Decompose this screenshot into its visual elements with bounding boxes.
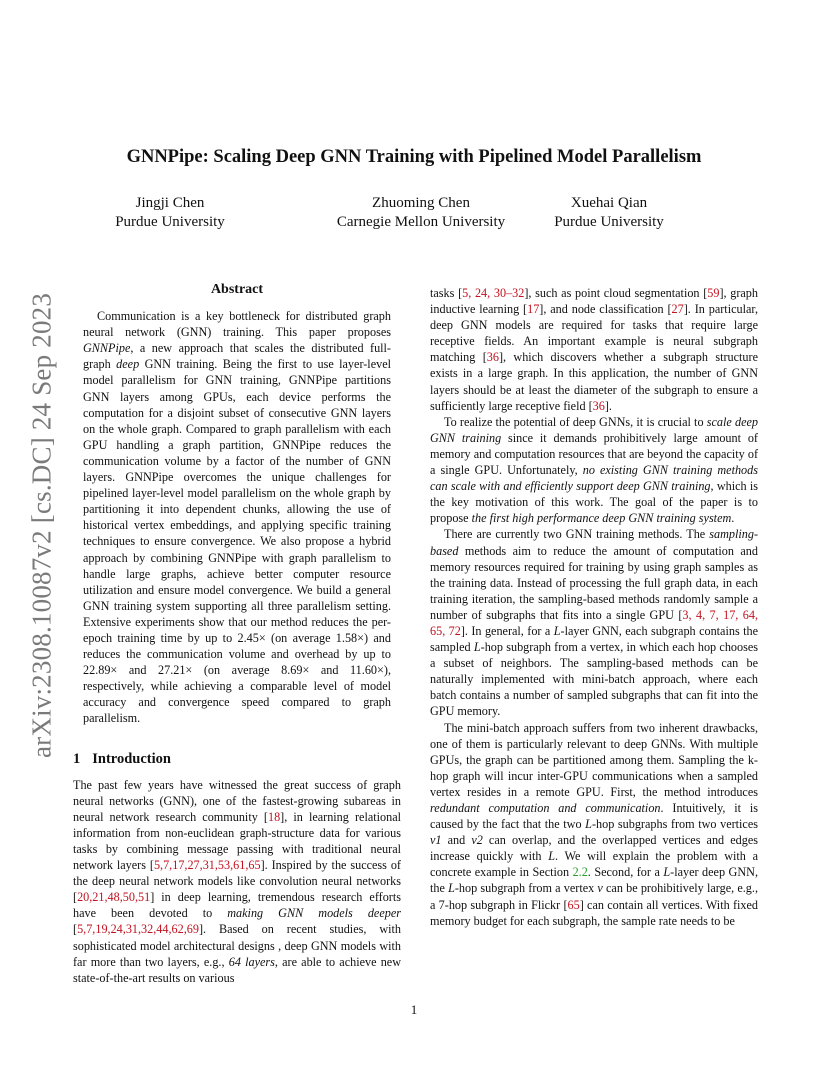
emphasis-text: L	[548, 849, 555, 864]
author-2	[316, 194, 526, 232]
citation-link[interactable]: 5,7,19,24,31,32,44,62,69	[77, 922, 199, 937]
author-affiliation: Purdue University	[115, 214, 225, 230]
text-run: -hop subgraphs from two vertices	[591, 817, 758, 832]
emphasis-text: 64 layers	[228, 954, 275, 969]
abstract-heading: Abstract	[210, 282, 264, 297]
citation-link[interactable]: 5,7,17,27,31,53,61,65	[153, 858, 261, 873]
text-run: ], such as point cloud segmentation [	[524, 286, 708, 300]
text-run: ], graph inductive learning [	[430, 286, 758, 317]
emphasis-text: scale deep GNN training	[430, 414, 758, 445]
text-run: , which is the key motivation of this work. The goal of the paper is to propose	[430, 479, 758, 526]
section-title: Introduction	[92, 750, 171, 767]
section-heading-introduction	[73, 751, 401, 767]
emphasis-text: redundant computation and communication	[430, 801, 661, 815]
emphasis-text: L	[553, 623, 561, 638]
section-number: 1	[73, 750, 81, 767]
text-run: ], and node classification [	[539, 302, 672, 317]
left-column	[73, 282, 401, 986]
text-run: ]. In particular, deep GNN models are required for tasks that require large receptive fields. An important example is neural subgraph matching [	[430, 302, 758, 365]
text-run: ] can contain all vertices. With fixed memory budget for each subgraph, the sample rate needs to be	[430, 897, 758, 928]
text-run: , are able to achieve new state-of-the-art results on various	[73, 954, 401, 985]
text-run: ] in deep learning, tremendous research efforts have been devoted to	[73, 890, 401, 921]
emphasis-text: L	[448, 881, 455, 896]
text-run: ], in learning relational information from non-euclidean graph-structure data for various tasks by combining message passing with traditional neural network layers [	[73, 809, 401, 873]
body-paragraph	[430, 526, 758, 719]
text-run: -layer GNN, each subgraph contains the sampled	[430, 623, 758, 655]
text-run: [	[73, 922, 78, 937]
text-run: .	[731, 511, 735, 526]
citation-link[interactable]: 27	[671, 302, 684, 317]
paper-title: GNNPipe: Scaling Deep GNN Training with Pipelined Model Parallelism	[126, 147, 702, 167]
emphasis-text: no existing GNN training methods can scale with and efficiently support deep GNN training	[430, 463, 758, 494]
citation-link[interactable]: 18	[267, 809, 281, 824]
author-affiliation: Purdue University	[554, 214, 664, 230]
body-paragraph	[430, 720, 758, 929]
author-name: Jingji Chen	[135, 195, 205, 211]
text-run: ], which discovers whether a subgraph structure exists in a large graph. In this application, the number of GNN layers should be at least the diameter of the subgraph to ensure a sufficiently large receptive field [	[430, 350, 758, 413]
text-run: , a new approach that scales the distributed full-graph	[83, 341, 391, 372]
citation-link[interactable]: 36	[592, 398, 605, 413]
abstract-text	[73, 308, 401, 726]
text-run: There are currently two GNN training methods. The	[444, 527, 710, 542]
text-run: since it demands prohibitively large amount of memory and computation resources that are beyond the capacity of a single GPU. Unfortunately,	[430, 430, 758, 478]
emphasis-text: deep	[116, 357, 140, 372]
body-paragraph	[430, 414, 758, 527]
emphasis-text: L	[473, 640, 481, 655]
arxiv-identifier: arXiv:2308.10087v2 [cs.DC] 24 Sep 2023	[26, 292, 57, 758]
citation-link[interactable]: 59	[707, 286, 720, 300]
section-link[interactable]: 2.2	[572, 865, 588, 880]
text-run: -hop subgraph from a vertex, in which each hop chooses a subset of neighbors. The sampling-based methods can be naturally implemented with mini-batch approach, where each batch contains a number of sampled subgraphs that can fit into the GPU memory.	[430, 640, 758, 719]
emphasis-text: v2	[471, 833, 483, 848]
text-run: ]. Inspired by the success of the deep neural network models like convolution neural networks [	[73, 858, 401, 905]
emphasis-text: v	[597, 881, 603, 896]
text-run: ]. In general, for a	[460, 623, 554, 638]
citation-link[interactable]: 36	[486, 350, 499, 365]
citation-link[interactable]: 65	[567, 897, 580, 912]
author-1	[90, 194, 250, 232]
text-run: methods aim to reduce the amount of computation and memory resources required for training by using graph samples as the training data. Instead of processing the full graph data, in each training iteration, the sampling-based methods randomly sample a number of subgraphs that fits into a single GPU [	[430, 543, 758, 622]
text-run: To realize the potential of deep GNNs, it is crucial to	[444, 414, 707, 429]
text-run: -layer deep GNN, the	[430, 865, 758, 896]
emphasis-text: L	[663, 865, 671, 880]
right-column	[430, 285, 758, 929]
author-3	[537, 194, 681, 232]
text-run: . Intuitively, it is caused by the fact that the two	[430, 801, 758, 832]
text-run: and	[441, 833, 472, 848]
text-run: The mini-batch approach suffers from two inherent drawbacks, one of them is particularly relevant to deep GNNs. With multiple GPUs, the graph can be partitioned among them. Sampling the k-hop graph will incur inter-GPU communications when a sampled vertex resides in a remote GPU. First, the method introduces	[430, 720, 758, 799]
emphasis-text: sampling-based	[430, 527, 758, 558]
emphasis-text: v1	[430, 833, 442, 848]
text-run: ].	[604, 398, 612, 413]
citation-link[interactable]: 5, 24, 30–32	[462, 286, 525, 300]
text-run: GNN training. Being the first to use layer-level model parallelism for GNN training, GNNPipe partitions GNN layers among GPUs, each device performs the computation for a disjoint subset of consecutive GNN layers on the whole graph. Compared to graph parallelism with each GPU handling a graph partition, GNNPipe reduces the communication volume by a factor of the number of GNN layers. GNNPipe overcomes the unique challenges for pipelined layer-level model parallelism on the whole graph by partitioning it into dependent chunks, allowing the use of historical vertex embeddings, and applying specific training techniques to ensure convergence. We also propose a hybrid approach by combining GNNPipe with graph parallelism to handle large graphs, achieve better computer resource utilization and ensure model convergence. We build a general GNN training system supporting all three parallelism setting. Extensive experiments show that our method reduces the per-epoch training time by up to 2.45× (on average 1.58×) and reduces the communication volume and overhead by up to 22.89× and 27.21× (on average 8.69× and 11.60×), respectively, while achieving a comparable level of model accuracy and convergence speed compared to graph parallelism.	[83, 357, 391, 726]
emphasis-text: GNNPipe	[83, 341, 131, 356]
text-run: can overlap, and the overlapped vertices and edges increase quickly with	[430, 833, 758, 864]
author-name: Xuehai Qian	[570, 195, 648, 211]
intro-paragraph	[73, 777, 401, 986]
emphasis-text: L	[585, 817, 592, 832]
text-run: The past few years have witnessed the great success of graph neural networks (GNN), one of the fastest-growing subareas in neural network research community [	[73, 777, 401, 824]
body-paragraph	[430, 285, 758, 414]
text-run: tasks [	[430, 286, 463, 300]
citation-link[interactable]: 3, 4, 7, 17, 64, 65, 72	[430, 607, 758, 638]
emphasis-text: making GNN models deeper	[227, 906, 402, 921]
abstract	[73, 282, 401, 727]
page-number: 1	[410, 1002, 418, 1017]
author-affiliation: Carnegie Mellon University	[336, 214, 506, 230]
citation-link[interactable]: 17	[527, 302, 540, 317]
text-run: -hop subgraph from a vertex	[454, 881, 598, 896]
text-run: can be prohibitively large, e.g., a 7-hop subgraph in Flickr [	[430, 881, 758, 912]
citation-link[interactable]: 20,21,48,50,51	[77, 890, 151, 905]
emphasis-text: the first high performance deep GNN training system	[471, 511, 732, 526]
text-run: . Second, for a	[587, 865, 664, 880]
author-name: Zhuoming Chen	[372, 195, 470, 211]
text-run: Communication is a key bottleneck for distributed graph neural network (GNN) training. This paper proposes	[83, 309, 391, 340]
text-run: ]. Based on recent studies, with sophisticated model architectural designs , deep GNN models with far more than two layers, e.g.,	[73, 922, 401, 969]
text-run: . We will explain the problem with a concrete example in Section	[430, 849, 758, 880]
